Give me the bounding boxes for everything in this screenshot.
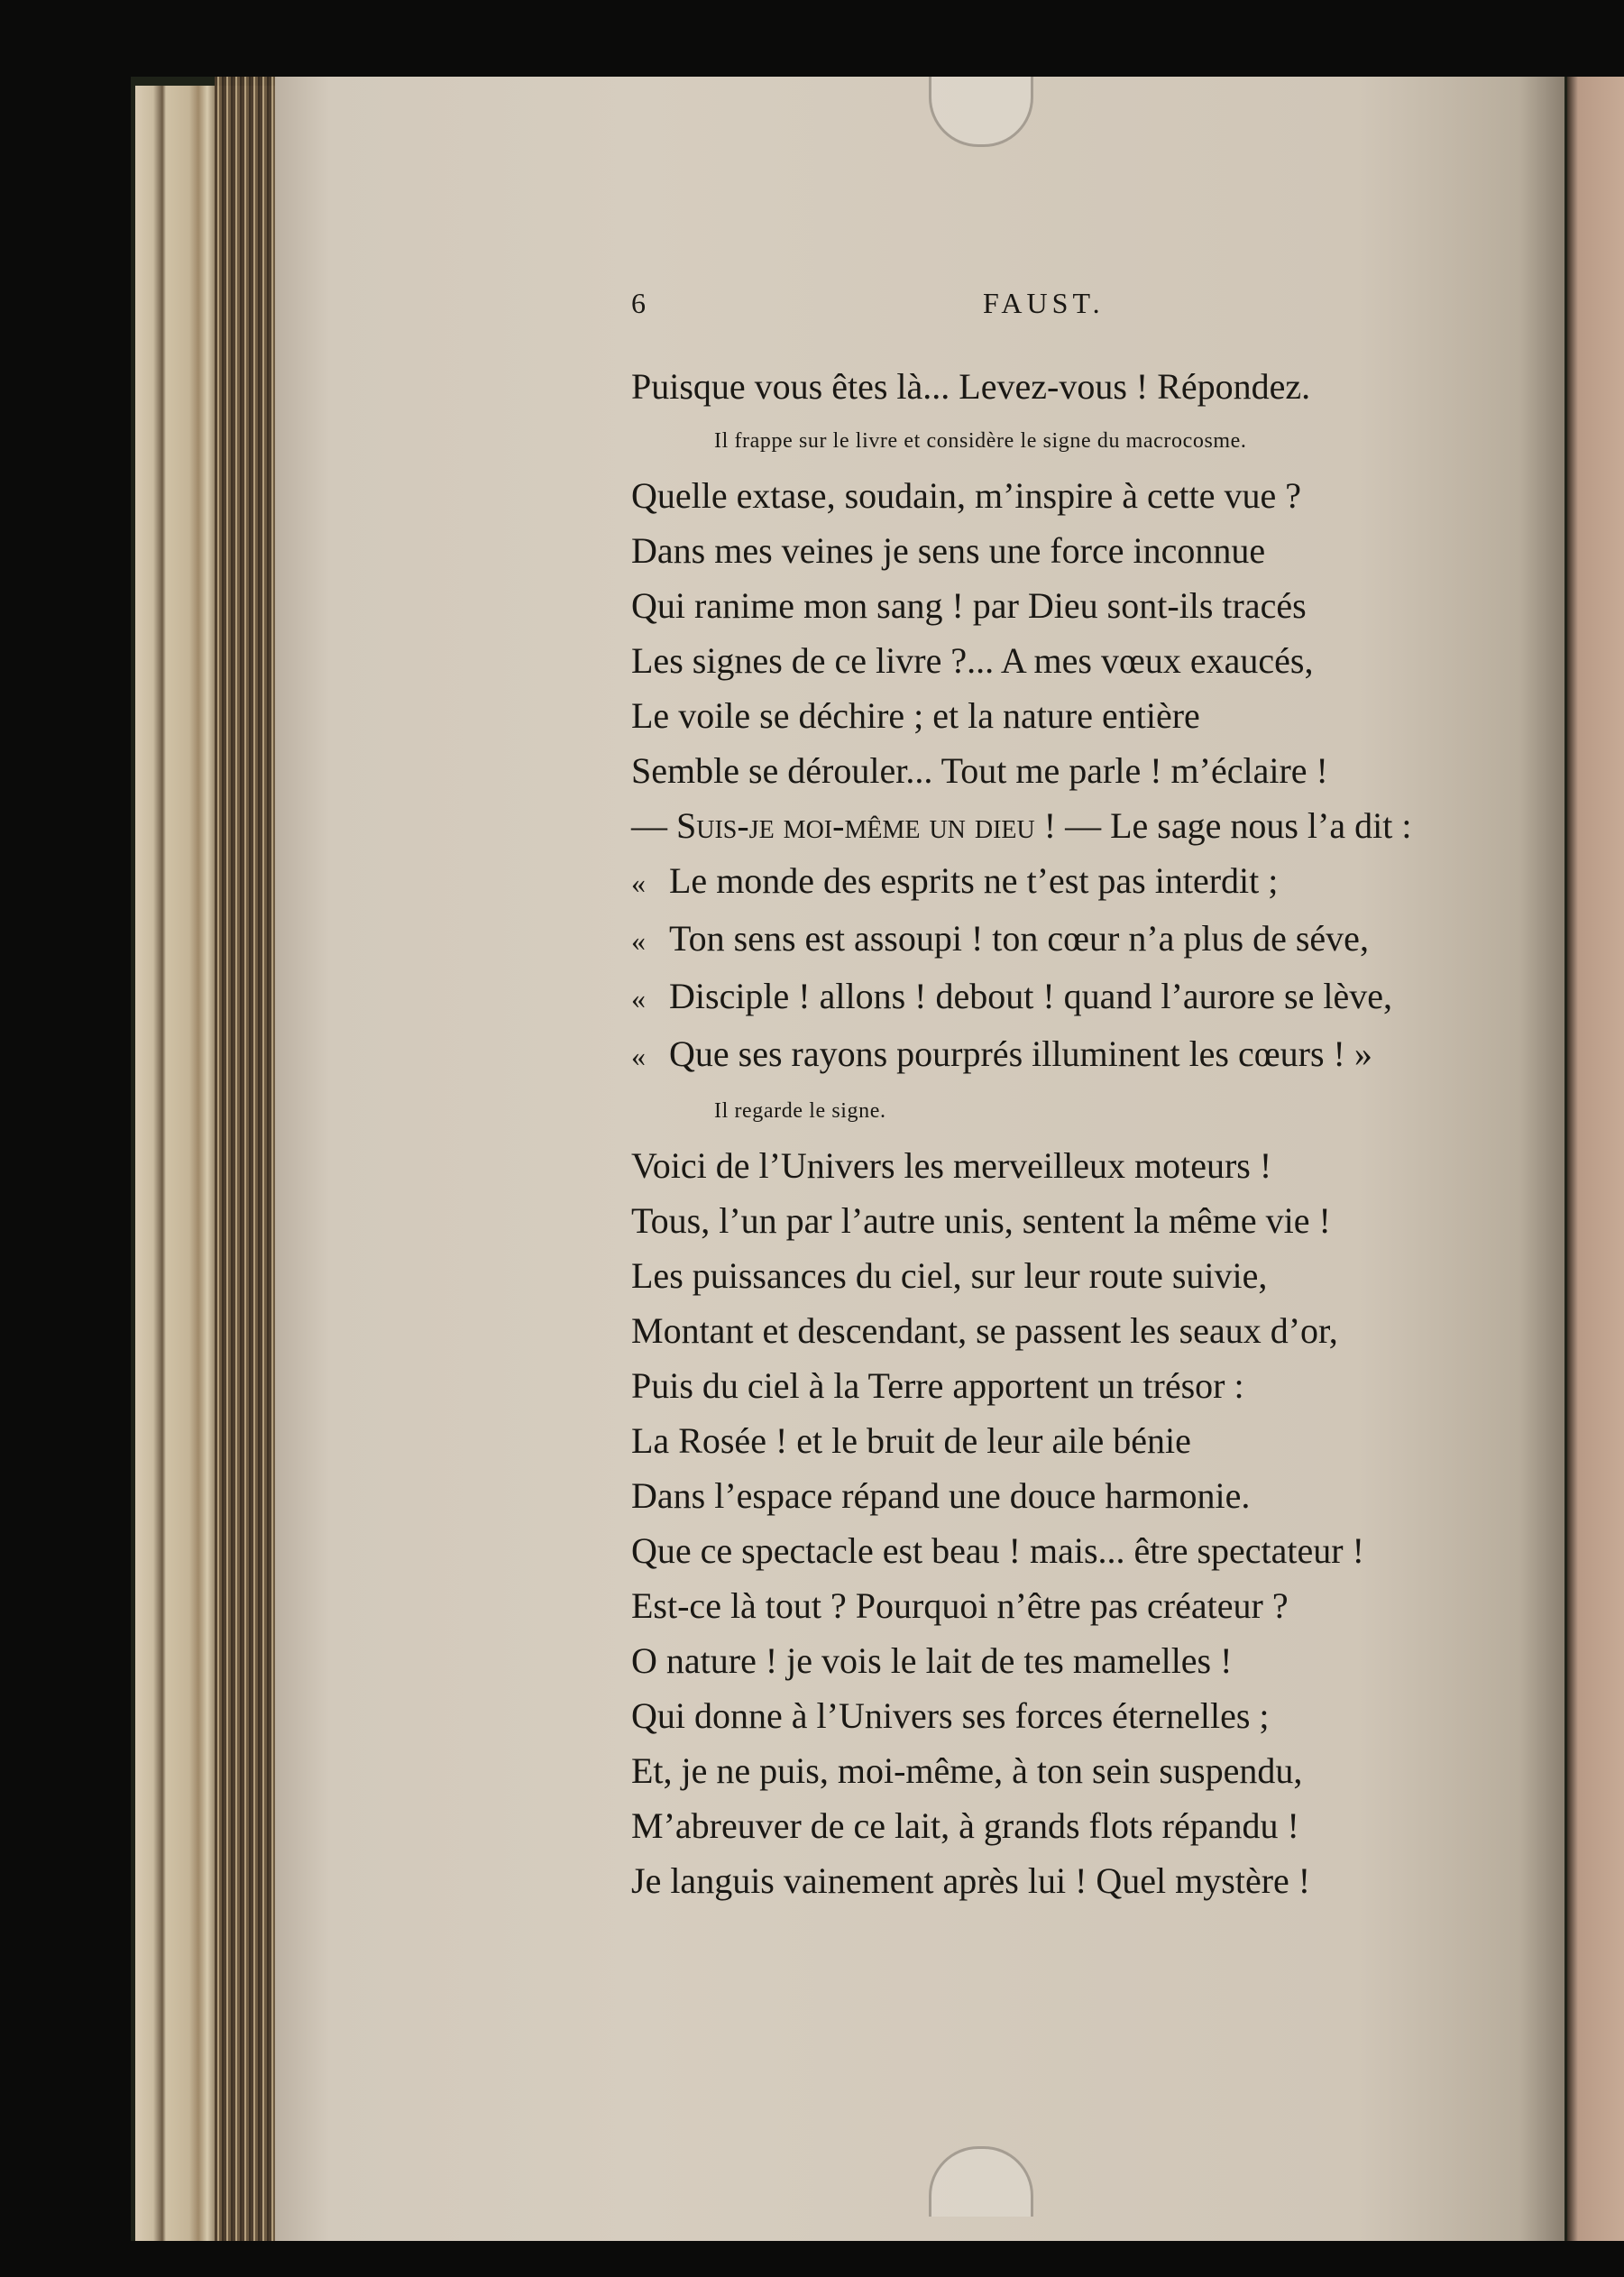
verse-text: — [631,805,676,846]
verse-line: La Rosée ! et le bruit de leur aile bénie [631,1420,1191,1461]
poem-text [631,359,1533,1908]
verse-line: Les puissances du ciel, sur leur route suivie, [631,1255,1268,1296]
verse-line: Est-ce là tout ? Pourquoi n’être pas créateur ? [631,1585,1289,1626]
verse-line: Dans mes veines je sens une force inconnue [631,530,1266,571]
quote-mark: « [631,982,646,1015]
quote-mark: « [631,867,646,899]
stage-direction: Il regarde le signe. [714,1099,886,1123]
verse-line: Dans l’espace répand une douce harmonie. [631,1475,1251,1516]
verse-line: Semble se dérouler... Tout me parle ! m’éclaire ! [631,750,1328,791]
verse-line: Voici de l’Univers les merveilleux moteurs ! [631,1145,1272,1186]
verse-line [631,798,1533,853]
facing-page-edge [1567,77,1624,2241]
verse-text: Le monde des esprits ne t’est pas interdit ; [669,860,1279,901]
quote-mark: « [631,924,646,957]
quoted-verse-line [631,911,1533,969]
verse-text: Que ses rayons pourprés illuminent les cœurs ! » [669,1033,1372,1074]
verse-text: Disciple ! allons ! debout ! quand l’aurore se lève, [669,976,1392,1016]
verse-line: Et, je ne puis, moi-même, à ton sein suspendu, [631,1750,1303,1791]
quote-mark: « [631,1040,646,1072]
marbled-edge [215,77,280,2241]
stage-direction: Il frappe sur le livre et considère le signe du macrocosme. [714,429,1247,453]
verse-line: Puis du ciel à la Terre apportent un trésor : [631,1365,1244,1406]
page-number: 6 [631,287,646,319]
verse-line: O nature ! je vois le lait de tes mamelles ! [631,1640,1233,1681]
verse-line: Que ce spectacle est beau ! mais... être spectateur ! [631,1530,1364,1571]
verse-line: M’abreuver de ce lait, à grands flots répandu ! [631,1805,1299,1846]
verse-line: Les signes de ce livre ?... A mes vœux exaucés, [631,640,1314,681]
verse-text: Ton sens est assoupi ! ton cœur n’a plus de séve, [669,918,1369,959]
verse-line: Montant et descendant, se passent les seaux d’or, [631,1310,1338,1351]
verse-line: Quelle extase, soudain, m’inspire à cette vue ? [631,475,1302,516]
quoted-verse-line [631,853,1533,911]
quoted-verse-line [631,1026,1533,1084]
verse-line: Puisque vous êtes là... Levez-vous ! Répondez. [631,366,1311,407]
verse-text: ! — Le sage nous l’a dit : [1034,805,1412,846]
running-title: FAUST. [983,287,1105,319]
small-caps-text: Suis-je moi-même un dieu [676,805,1035,846]
verse-line: Qui donne à l’Univers ses forces éternelles ; [631,1695,1270,1736]
verse-line: Je languis vainement après lui ! Quel mystère ! [631,1860,1311,1901]
verse-line: Le voile se déchire ; et la nature entière [631,695,1200,736]
quoted-verse-line [631,969,1533,1026]
verse-line: Qui ranime mon sang ! par Dieu sont-ils tracés [631,585,1307,626]
verse-line: Tous, l’un par l’autre unis, sentent la même vie ! [631,1200,1331,1241]
